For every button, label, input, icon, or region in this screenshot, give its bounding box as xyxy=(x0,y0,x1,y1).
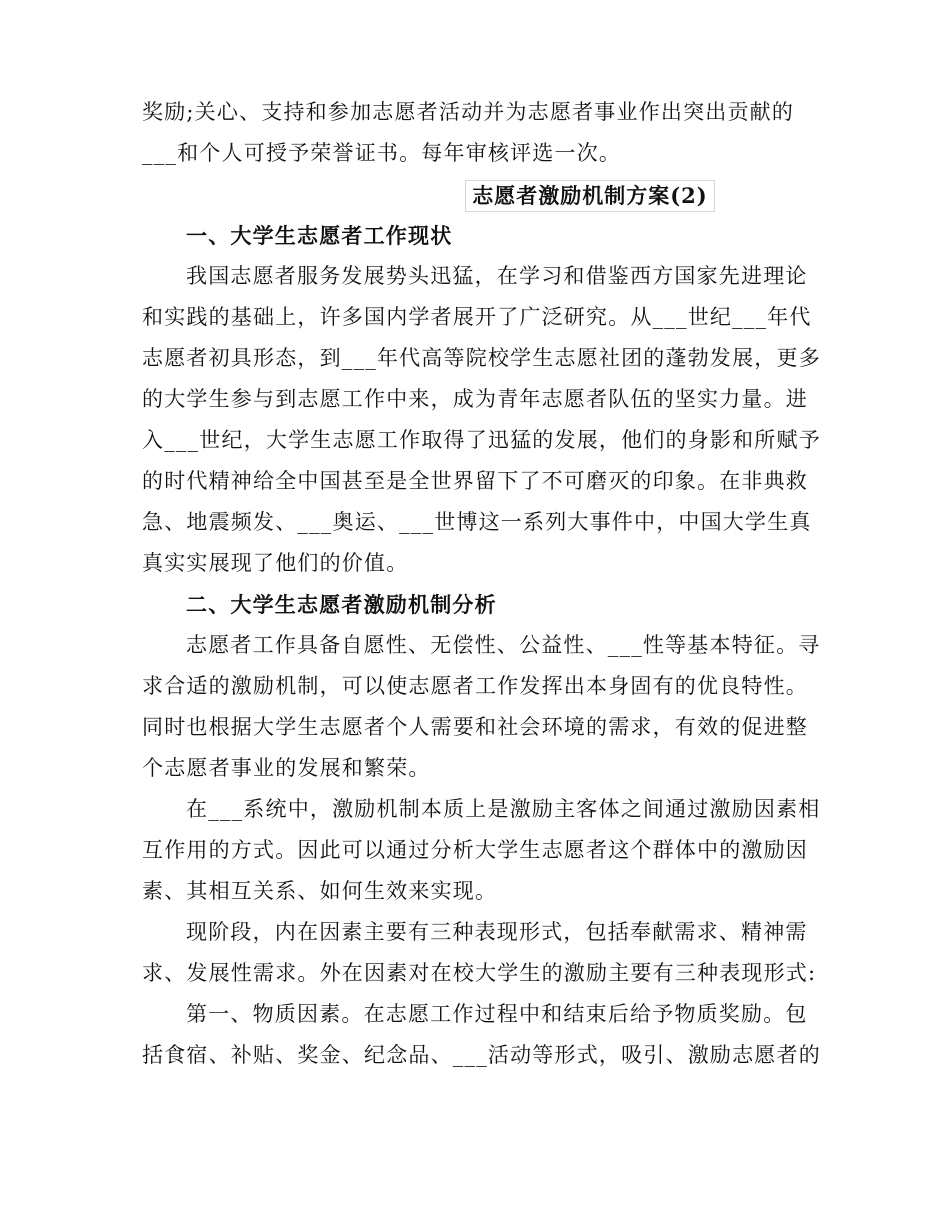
section2-p2-line-3: 素、其相互关系、如何生效来实现。 xyxy=(142,879,498,903)
section1-line-1: 我国志愿者服务发展势头迅猛，在学习和借鉴西方国家先进理论 xyxy=(186,264,808,288)
section1-heading: 一、大学生志愿者工作现状 xyxy=(186,223,453,248)
section2-p3-line-1: 现阶段，内在因素主要有三种表现形式，包括奉献需求、精神需 xyxy=(186,920,808,944)
section2-p1-line-3: 同时也根据大学生志愿者个人需要和社会环境的需求，有效的促进整 xyxy=(142,715,808,739)
intro-line-2: ___和个人可授予荣誉证书。每年审核评选一次。 xyxy=(142,141,622,165)
document-title: 志愿者激励机制方案(2) xyxy=(465,180,714,212)
section1-line-4: 的大学生参与到志愿工作中来，成为青年志愿者队伍的坚实力量。进 xyxy=(142,387,808,411)
title-row xyxy=(142,174,808,215)
section2-heading: 二、大学生志愿者激励机制分析 xyxy=(186,592,497,617)
section1-line-3: 志愿者初具形态，到___年代高等院校学生志愿社团的蓬勃发展，更多 xyxy=(142,346,821,370)
section2-p2-line-1: 在___系统中，激励机制本质上是激励主客体之间通过激励因素相 xyxy=(186,797,821,821)
section2-p1-line-4: 个志愿者事业的发展和繁荣。 xyxy=(142,756,431,780)
section2-p1-line-1: 志愿者工作具备自愿性、无偿性、公益性、___性等基本特征。寻 xyxy=(186,633,821,657)
section1-line-5: 入___世纪，大学生志愿工作取得了迅猛的发展，他们的身影和所赋予 xyxy=(142,428,821,452)
section2-p2-line-2: 互作用的方式。因此可以通过分析大学生志愿者这个群体中的激励因 xyxy=(142,838,808,862)
intro-line-1: 奖励;关心、支持和参加志愿者活动并为志愿者事业作出突出贡献的 xyxy=(142,100,795,124)
section1-line-6: 的时代精神给全中国甚至是全世界留下了不可磨灭的印象。在非典救 xyxy=(142,469,808,493)
section2-p4-line-1: 第一、物质因素。在志愿工作过程中和结束后给予物质奖励。包 xyxy=(186,1002,808,1026)
section2-p1-line-2: 求合适的激励机制，可以使志愿者工作发挥出本身固有的优良特性。 xyxy=(142,674,808,698)
section2-p3-line-2: 求、发展性需求。外在因素对在校大学生的激励主要有三种表现形式: xyxy=(142,961,817,985)
section1-line-8: 真实实展现了他们的价值。 xyxy=(142,551,409,575)
section1-line-7: 急、地震频发、___奥运、___世博这一系列大事件中，中国大学生真 xyxy=(142,510,812,534)
section1-line-2: 和实践的基础上，许多国内学者展开了广泛研究。从___世纪___年代 xyxy=(142,305,812,329)
document-page xyxy=(142,92,821,1076)
section2-p4-line-2: 括食宿、补贴、奖金、纪念品、___活动等形式，吸引、激励志愿者的 xyxy=(142,1043,821,1067)
